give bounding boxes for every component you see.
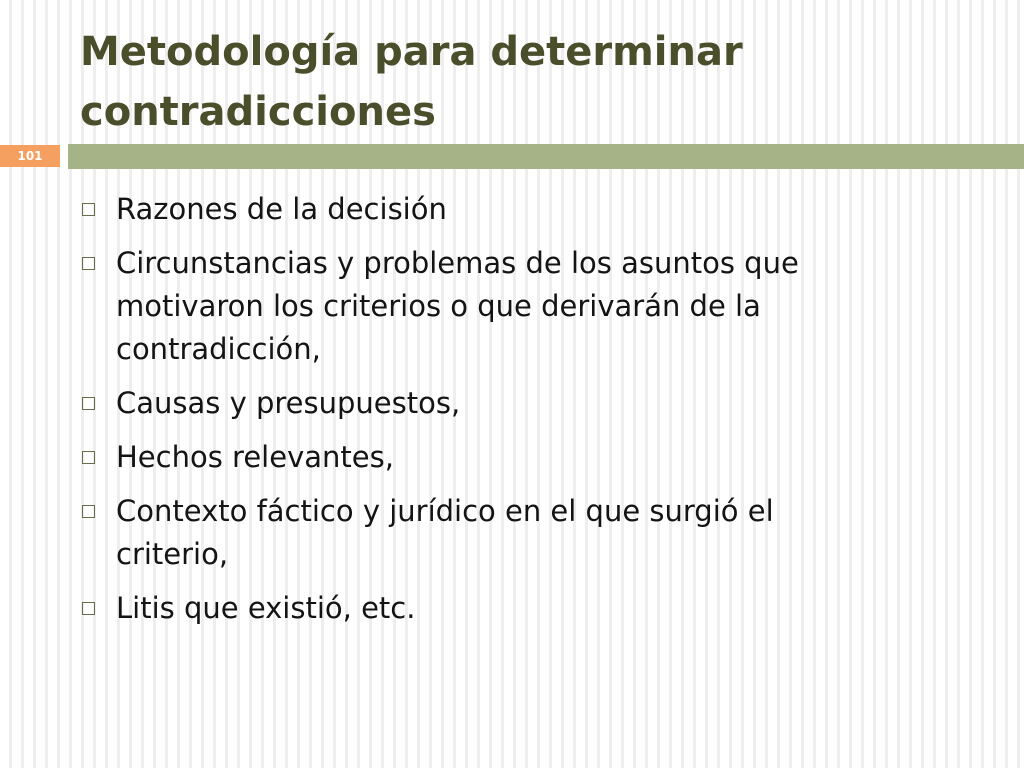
- page-number-badge: 101: [0, 145, 60, 167]
- bullet-text: Litis que existió, etc.: [116, 591, 416, 625]
- title-divider-bar: [68, 144, 1024, 169]
- bullet-text: Causas y presupuestos,: [116, 386, 461, 420]
- bullet-item: [78, 188, 878, 231]
- bullet-text: Circunstancias y problemas de los asuntos que motivaron los criterios o que derivarán de la contradicción,: [116, 246, 799, 366]
- bullet-text: Contexto fáctico y jurídico en el que surgió el criterio,: [116, 494, 774, 571]
- hollow-square-bullet-icon: [82, 203, 95, 216]
- bullet-item: [78, 436, 878, 479]
- bullet-item: [78, 490, 878, 576]
- bullet-item: [78, 382, 878, 425]
- bullet-item: [78, 242, 878, 371]
- hollow-square-bullet-icon: [82, 257, 95, 270]
- bullet-item: [78, 587, 878, 630]
- hollow-square-bullet-icon: [82, 397, 95, 410]
- hollow-square-bullet-icon: [82, 451, 95, 464]
- bullet-list: [78, 188, 878, 641]
- bullet-text: Razones de la decisión: [116, 192, 447, 226]
- hollow-square-bullet-icon: [82, 602, 95, 615]
- bullet-text: Hechos relevantes,: [116, 440, 394, 474]
- hollow-square-bullet-icon: [82, 505, 95, 518]
- slide-title: Metodología para determinar contradicciones: [80, 29, 743, 135]
